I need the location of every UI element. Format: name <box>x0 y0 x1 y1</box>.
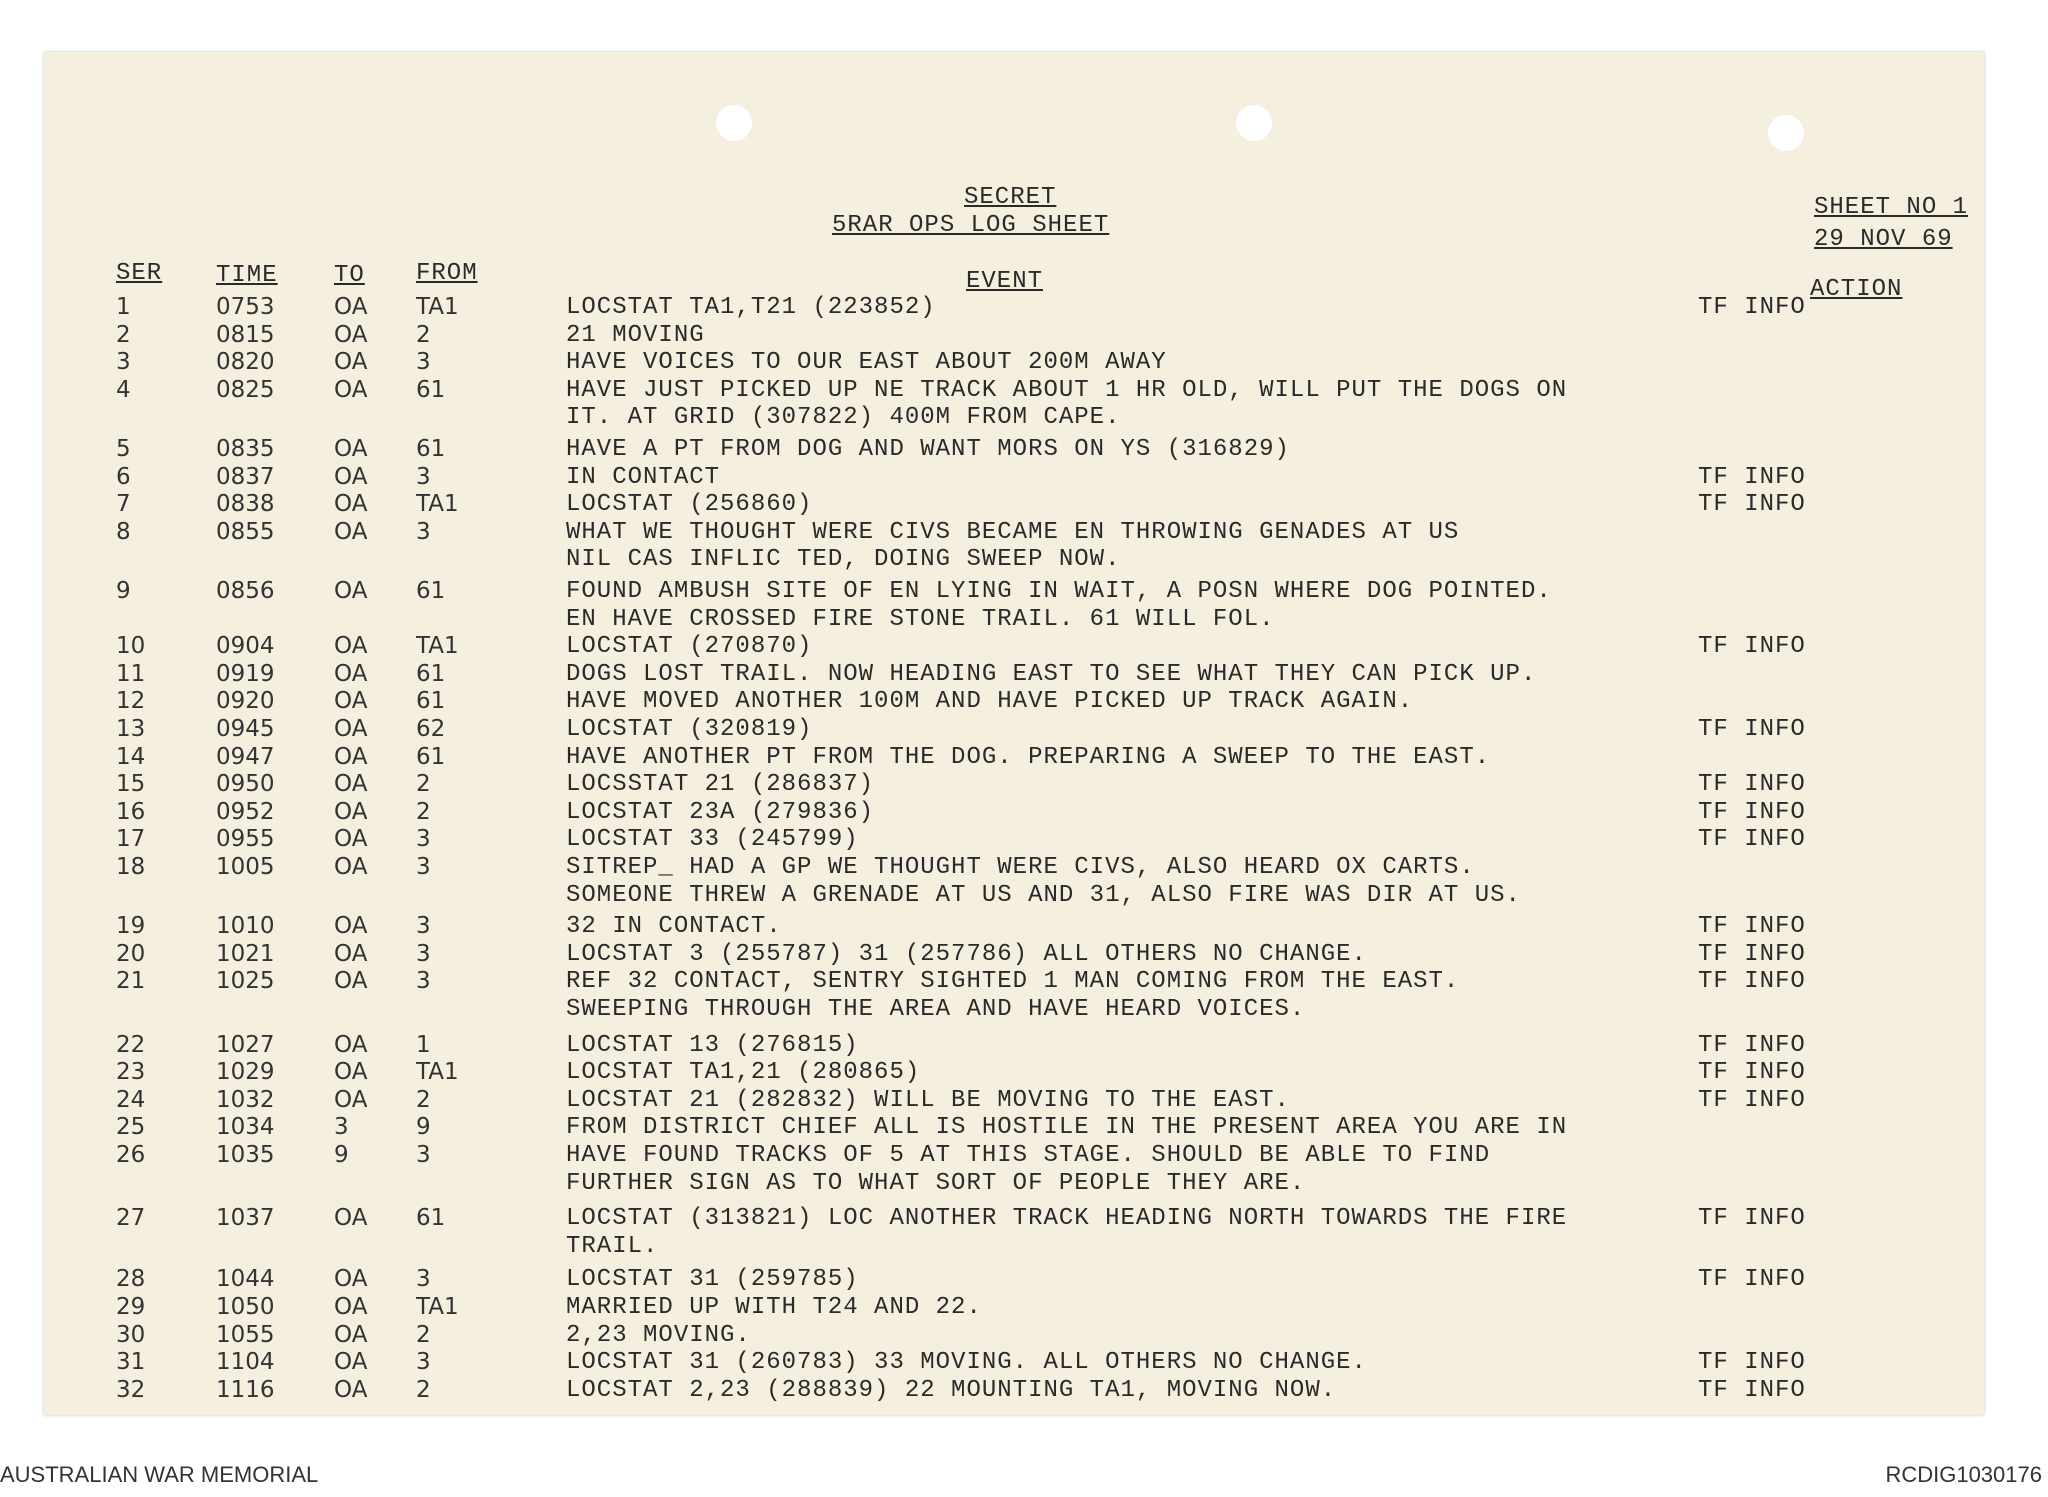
entry-event-line: HAVE MOVED ANOTHER 100M AND HAVE PICKED UP TRACK AGAIN. <box>566 688 1414 716</box>
entry-time: 1034 <box>216 1114 275 1141</box>
entry-action: TF INFO <box>1698 826 1806 854</box>
entry-time: 0815 <box>216 321 275 348</box>
entry-event-line: LOCSTAT 3 (255787) 31 (257786) ALL OTHERS NO CHANGE. <box>566 940 1367 968</box>
entry-from: 2 <box>416 771 431 798</box>
entry-to: OA <box>334 518 368 545</box>
entry-to: OA <box>334 349 368 376</box>
entry-to: OA <box>334 968 368 995</box>
entry-action: TF INFO <box>1698 1059 1806 1087</box>
entry-from: 61 <box>416 1205 446 1232</box>
entry-ser: 6 <box>116 463 131 490</box>
entry-event-line: 32 IN CONTACT. <box>566 913 782 941</box>
entry-to: OA <box>334 1205 368 1232</box>
entry-event-line: NIL CAS INFLIC TED, DOING SWEEP NOW. <box>566 546 1121 574</box>
entry-ser: 12 <box>116 688 146 715</box>
entry-to: OA <box>334 1349 368 1376</box>
entry-to: OA <box>334 321 368 348</box>
entry-action: TF INFO <box>1698 968 1806 996</box>
entry-to: OA <box>334 463 368 490</box>
entry-ser: 15 <box>116 771 146 798</box>
entry-to: OA <box>334 826 368 853</box>
entry-to: OA <box>334 1266 368 1293</box>
column-header-from: FROM <box>416 260 478 287</box>
entry-time: 1029 <box>216 1059 275 1086</box>
entry-to: OA <box>334 1294 368 1320</box>
entry-ser: 8 <box>116 518 131 545</box>
entry-ser: 17 <box>116 826 146 853</box>
entry-ser: 18 <box>116 854 146 880</box>
entry-from: 3 <box>416 826 431 853</box>
entry-to: 9 <box>334 1142 349 1168</box>
entry-action: TF INFO <box>1698 716 1806 743</box>
entry-to: OA <box>334 491 368 518</box>
entry-action: TF INFO <box>1698 1205 1806 1233</box>
entry-ser: 20 <box>116 940 146 967</box>
entry-event-line: LOCSTAT (270870) <box>566 633 813 661</box>
entry-event-line: IN CONTACT <box>566 463 721 491</box>
entry-time: 1025 <box>216 968 275 995</box>
entry-ser: 14 <box>116 743 146 770</box>
entry-to: OA <box>334 1031 368 1058</box>
entry-ser: 1 <box>116 294 131 320</box>
sheet-title: 5RAR OPS LOG SHEET <box>832 212 1110 239</box>
entry-from: TA1 <box>416 1059 459 1086</box>
entry-to: OA <box>334 1376 368 1403</box>
entry-to: OA <box>334 436 368 462</box>
entry-from: 61 <box>416 743 446 770</box>
entry-from: 3 <box>416 518 431 545</box>
entry-event-line: HAVE ANOTHER PT FROM THE DOG. PREPARING A SWEEP TO THE EAST. <box>566 743 1491 771</box>
entry-ser: 26 <box>116 1142 146 1168</box>
entry-action: TF INFO <box>1698 1349 1806 1377</box>
entry-to: OA <box>334 854 368 880</box>
entry-time: 0950 <box>216 771 275 798</box>
entry-from: 61 <box>416 376 446 403</box>
entry-time: 1050 <box>216 1294 275 1320</box>
entry-to: OA <box>334 578 368 604</box>
entry-from: 3 <box>416 968 431 995</box>
entry-event-line: LOCSTAT (313821) LOC ANOTHER TRACK HEADING NORTH TOWARDS THE FIRE <box>566 1205 1568 1233</box>
entry-from: 62 <box>416 716 446 742</box>
entry-event-line: LOCSTAT TA1,21 (280865) <box>566 1059 921 1087</box>
entry-event-line: FROM DISTRICT CHIEF ALL IS HOSTILE IN THE PRESENT AREA YOU ARE IN <box>566 1114 1568 1142</box>
entry-ser: 27 <box>116 1205 146 1232</box>
entry-event-line: LOCSTAT 21 (282832) WILL BE MOVING TO THE EAST. <box>566 1086 1290 1114</box>
entry-from: TA1 <box>416 294 459 320</box>
entry-event-line: FOUND AMBUSH SITE OF EN LYING IN WAIT, A POSN WHERE DOG POINTED. <box>566 578 1552 605</box>
entry-time: 1021 <box>216 940 275 967</box>
entry-time: 0945 <box>216 716 275 742</box>
entry-action: TF INFO <box>1698 771 1806 799</box>
entry-time: 1032 <box>216 1086 275 1113</box>
entry-to: OA <box>334 660 368 687</box>
entry-to: OA <box>334 376 368 403</box>
entry-to: OA <box>334 688 368 715</box>
entry-ser: 4 <box>116 376 131 403</box>
entry-time: 0838 <box>216 491 275 518</box>
entry-event-line: HAVE FOUND TRACKS OF 5 AT THIS STAGE. SHOULD BE ABLE TO FIND <box>566 1142 1491 1169</box>
entry-from: TA1 <box>416 633 459 660</box>
entry-action: TF INFO <box>1698 1376 1806 1404</box>
entry-to: 3 <box>334 1114 349 1141</box>
entry-time: 0904 <box>216 633 275 660</box>
entry-time: 1104 <box>216 1349 275 1376</box>
entry-action: TF INFO <box>1698 1031 1806 1059</box>
entry-to: OA <box>334 294 368 320</box>
entry-time: 0919 <box>216 660 275 687</box>
entry-ser: 2 <box>116 321 131 348</box>
entry-event-line: LOCSTAT (320819) <box>566 716 813 743</box>
entry-ser: 31 <box>116 1349 146 1376</box>
entry-time: 0955 <box>216 826 275 853</box>
entry-time: 0825 <box>216 376 275 403</box>
entry-event-line: LOCSTAT 33 (245799) <box>566 826 859 854</box>
entry-time: 1010 <box>216 913 275 940</box>
entry-from: 1 <box>416 1031 431 1058</box>
entry-to: OA <box>334 913 368 940</box>
entry-event-line: 2,23 MOVING. <box>566 1321 751 1349</box>
entry-ser: 23 <box>116 1059 146 1086</box>
entry-action: TF INFO <box>1698 463 1806 491</box>
entry-time: 0920 <box>216 688 275 715</box>
entry-event-line: HAVE JUST PICKED UP NE TRACK ABOUT 1 HR OLD, WILL PUT THE DOGS ON <box>566 376 1568 404</box>
entry-time: 0952 <box>216 798 275 825</box>
entry-event-line: SOMEONE THREW A GRENADE AT US AND 31, ALSO FIRE WAS DIR AT US. <box>566 881 1521 909</box>
footer-id: RCDIG1030176 <box>1885 1462 2042 1487</box>
entry-time: 1116 <box>216 1376 275 1403</box>
entry-to: OA <box>334 1321 368 1348</box>
entry-event-line: LOCSTAT 13 (276815) <box>566 1031 859 1059</box>
entry-from: 61 <box>416 688 446 715</box>
entry-event-line: SWEEPING THROUGH THE AREA AND HAVE HEARD VOICES. <box>566 996 1306 1023</box>
entry-from: TA1 <box>416 491 459 518</box>
sheet-number: SHEET NO 1 <box>1814 194 1969 221</box>
entry-action: TF INFO <box>1698 798 1806 826</box>
column-header-action: ACTION <box>1810 276 1903 303</box>
entry-action: TF INFO <box>1698 294 1806 321</box>
column-header-event: EVENT <box>966 268 1044 295</box>
entry-from: 3 <box>416 1142 431 1168</box>
entry-ser: 32 <box>116 1376 146 1403</box>
entry-ser: 10 <box>116 633 146 660</box>
entry-ser: 28 <box>116 1266 146 1293</box>
entry-event-line: IT. AT GRID (307822) 400M FROM CAPE. <box>566 404 1121 432</box>
entry-event-line: LOCSSTAT 21 (286837) <box>566 771 875 799</box>
entry-ser: 24 <box>116 1086 146 1113</box>
entry-from: 2 <box>416 1086 431 1113</box>
entry-time: 1005 <box>216 854 275 880</box>
entry-action: TF INFO <box>1698 940 1806 968</box>
entry-ser: 21 <box>116 968 146 995</box>
entry-from: 3 <box>416 349 431 376</box>
entry-ser: 13 <box>116 716 146 742</box>
entry-ser: 25 <box>116 1114 146 1141</box>
entry-from: 9 <box>416 1114 431 1141</box>
entry-to: OA <box>334 798 368 825</box>
entry-time: 1035 <box>216 1142 275 1168</box>
entry-event-line: FURTHER SIGN AS TO WHAT SORT OF PEOPLE THEY ARE. <box>566 1169 1306 1197</box>
entry-action: TF INFO <box>1698 491 1806 519</box>
entry-from: 3 <box>416 940 431 967</box>
entry-action: TF INFO <box>1698 633 1806 661</box>
entry-from: 2 <box>416 321 431 348</box>
entry-event-line: LOCSTAT (256860) <box>566 491 813 519</box>
column-header-to: TO <box>334 262 365 289</box>
entry-time: 0947 <box>216 743 275 770</box>
entry-ser: 29 <box>116 1294 146 1320</box>
entry-event-line: LOCSTAT 31 (259785) <box>566 1266 859 1294</box>
entry-event-line: HAVE A PT FROM DOG AND WANT MORS ON YS (316829) <box>566 436 1290 463</box>
entry-event-line: LOCSTAT 31 (260783) 33 MOVING. ALL OTHERS NO CHANGE. <box>566 1349 1367 1377</box>
entry-event-line: TRAIL. <box>566 1232 659 1260</box>
entry-to: OA <box>334 716 368 742</box>
entry-ser: 30 <box>116 1321 146 1348</box>
entry-event-line: MARRIED UP WITH T24 AND 22. <box>566 1294 982 1321</box>
entry-from: 3 <box>416 854 431 880</box>
entry-from: 2 <box>416 1376 431 1403</box>
entry-action: TF INFO <box>1698 1086 1806 1114</box>
entry-action: TF INFO <box>1698 913 1806 941</box>
entry-to: OA <box>334 1059 368 1086</box>
footer-credit: AUSTRALIAN WAR MEMORIAL <box>0 1462 319 1487</box>
entry-event-line: LOCSTAT 23A (279836) <box>566 798 875 826</box>
entry-time: 0837 <box>216 463 275 490</box>
entry-from: 3 <box>416 1349 431 1376</box>
entry-ser: 19 <box>116 913 146 940</box>
entry-time: 0855 <box>216 518 275 545</box>
entry-from: 61 <box>416 660 446 687</box>
entry-to: OA <box>334 940 368 967</box>
log-entries <box>44 52 1984 1415</box>
entry-event-line: SITREP_ HAD A GP WE THOUGHT WERE CIVS, ALSO HEARD OX CARTS. <box>566 854 1475 881</box>
column-header-ser: SER <box>116 260 163 287</box>
entry-from: TA1 <box>416 1294 459 1320</box>
classification-heading: SECRET <box>964 184 1057 211</box>
entry-event-line: LOCSTAT TA1,T21 (223852) <box>566 294 936 321</box>
entry-ser: 3 <box>116 349 131 376</box>
entry-ser: 5 <box>116 436 131 462</box>
entry-event-line: WHAT WE THOUGHT WERE CIVS BECAME EN THROWING GENADES AT US <box>566 518 1460 546</box>
entry-ser: 7 <box>116 491 131 518</box>
entry-to: OA <box>334 1086 368 1113</box>
entry-from: 2 <box>416 1321 431 1348</box>
entry-event-line: LOCSTAT 2,23 (288839) 22 MOUNTING TA1, MOVING NOW. <box>566 1376 1337 1404</box>
entry-ser: 16 <box>116 798 146 825</box>
entry-time: 1037 <box>216 1205 275 1232</box>
entry-time: 0835 <box>216 436 275 462</box>
entry-time: 0820 <box>216 349 275 376</box>
entry-from: 61 <box>416 436 446 462</box>
entry-from: 3 <box>416 1266 431 1293</box>
entry-time: 1027 <box>216 1031 275 1058</box>
entry-from: 3 <box>416 913 431 940</box>
entry-ser: 9 <box>116 578 131 604</box>
entry-time: 1055 <box>216 1321 275 1348</box>
sheet-date: 29 NOV 69 <box>1814 226 1953 253</box>
entry-event-line: 21 MOVING <box>566 321 705 349</box>
entry-event-line: DOGS LOST TRAIL. NOW HEADING EAST TO SEE WHAT THEY CAN PICK UP. <box>566 660 1537 688</box>
entry-time: 0856 <box>216 578 275 604</box>
entry-time: 1044 <box>216 1266 275 1293</box>
entry-from: 3 <box>416 463 431 490</box>
entry-action: TF INFO <box>1698 1266 1806 1294</box>
log-sheet-paper <box>44 52 1984 1415</box>
entry-to: OA <box>334 633 368 660</box>
entry-from: 2 <box>416 798 431 825</box>
entry-event-line: HAVE VOICES TO OUR EAST ABOUT 200M AWAY <box>566 349 1167 377</box>
entry-to: OA <box>334 771 368 798</box>
entry-ser: 22 <box>116 1031 146 1058</box>
entry-event-line: REF 32 CONTACT, SENTRY SIGHTED 1 MAN COMING FROM THE EAST. <box>566 968 1460 996</box>
entry-to: OA <box>334 743 368 770</box>
entry-from: 61 <box>416 578 446 604</box>
entry-event-line: EN HAVE CROSSED FIRE STONE TRAIL. 61 WILL FOL. <box>566 605 1275 633</box>
entry-ser: 11 <box>116 660 146 687</box>
entry-time: 0753 <box>216 294 275 320</box>
column-header-time: TIME <box>216 262 278 289</box>
